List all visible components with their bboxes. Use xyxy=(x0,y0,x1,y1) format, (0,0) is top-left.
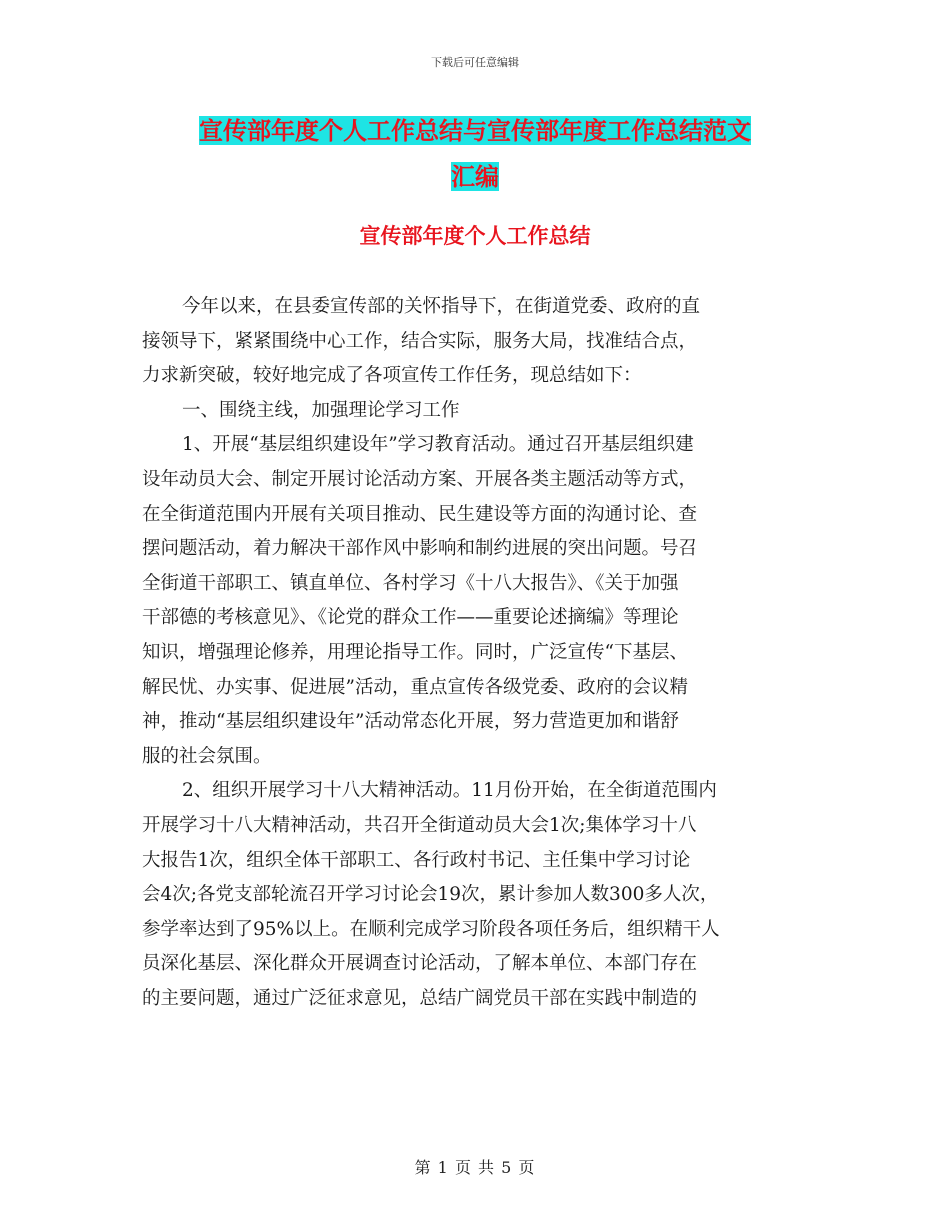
section-title: 宣传部年度个人工作总结 xyxy=(359,223,591,248)
text-line: 开展学习十八大精神活动，共召开全街道动员大会1次;集体学习十八 xyxy=(142,814,697,836)
text-line: 知识，增强理论修养，用理论指导工作。同时，广泛宣传“下基层、 xyxy=(142,641,688,663)
text-line: 今年以来，在县委宣传部的关怀指导下，在街道党委、政府的直 xyxy=(182,296,701,317)
document-title xyxy=(140,108,810,200)
body-text xyxy=(142,290,822,1016)
text-line: 大报告1次，组织全体干部职工、各行政村书记、主任集中学习讨论 xyxy=(142,849,691,871)
text-line: 接领导下，紧紧围绕中心工作，结合实际，服务大局，找准结合点， xyxy=(142,330,698,352)
text-line: 一、围绕主线，加强理论学习工作 xyxy=(182,399,460,421)
text-line: 1、开展“基层组织建设年”学习教育活动。通过召开基层组织建 xyxy=(182,434,694,456)
text-line: 力求新突破，较好地完成了各项宣传工作任务，现总结如下： xyxy=(142,365,642,387)
text-line: 设年动员大会、制定开展讨论活动方案、开展各类主题活动等方式， xyxy=(142,468,698,490)
text-line: 全街道干部职工、镇直单位、各村学习《十八大报告》、《关于加强 xyxy=(142,572,679,594)
text-line: 解民忧、办实事、促进展”活动，重点宣传各级党委、政府的会议精 xyxy=(142,676,688,698)
title-line-2: 汇编 xyxy=(451,162,499,191)
text-line: 服的社会氛围。 xyxy=(142,745,272,767)
text-line: 会4次;各党支部轮流召开学习讨论会19次，累计参加人数300多人次， xyxy=(142,884,719,906)
text-line: 摆问题活动，着力解决干部作风中影响和制约进展的突出问题。号召 xyxy=(142,538,698,560)
page-footer: 第 1 页 共 5 页 xyxy=(414,1158,536,1177)
text-line: 干部德的考核意见》、《论党的群众工作——重要论述摘编》等理论 xyxy=(142,607,679,629)
text-line: 在全街道范围内开展有关项目推动、民生建设等方面的沟通讨论、查 xyxy=(142,503,698,525)
text-line: 的主要问题，通过广泛征求意见，总结广阔党员干部在实践中制造的 xyxy=(142,987,698,1009)
text-line: 神，推动“基层组织建设年”活动常态化开展，努力营造更加和谐舒 xyxy=(142,711,679,733)
title-line-1: 宣传部年度个人工作总结与宣传部年度工作总结范文 xyxy=(199,116,751,145)
header-note: 下载后可任意编辑 xyxy=(431,56,519,69)
text-line: 2、组织开展学习十八大精神活动。11月份开始，在全街道范围内 xyxy=(182,780,717,802)
text-line: 参学率达到了95%以上。在顺利完成学习阶段各项任务后，组织精干人 xyxy=(142,918,720,940)
text-line: 员深化基层、深化群众开展调查讨论活动，了解本单位、本部门存在 xyxy=(142,953,698,975)
